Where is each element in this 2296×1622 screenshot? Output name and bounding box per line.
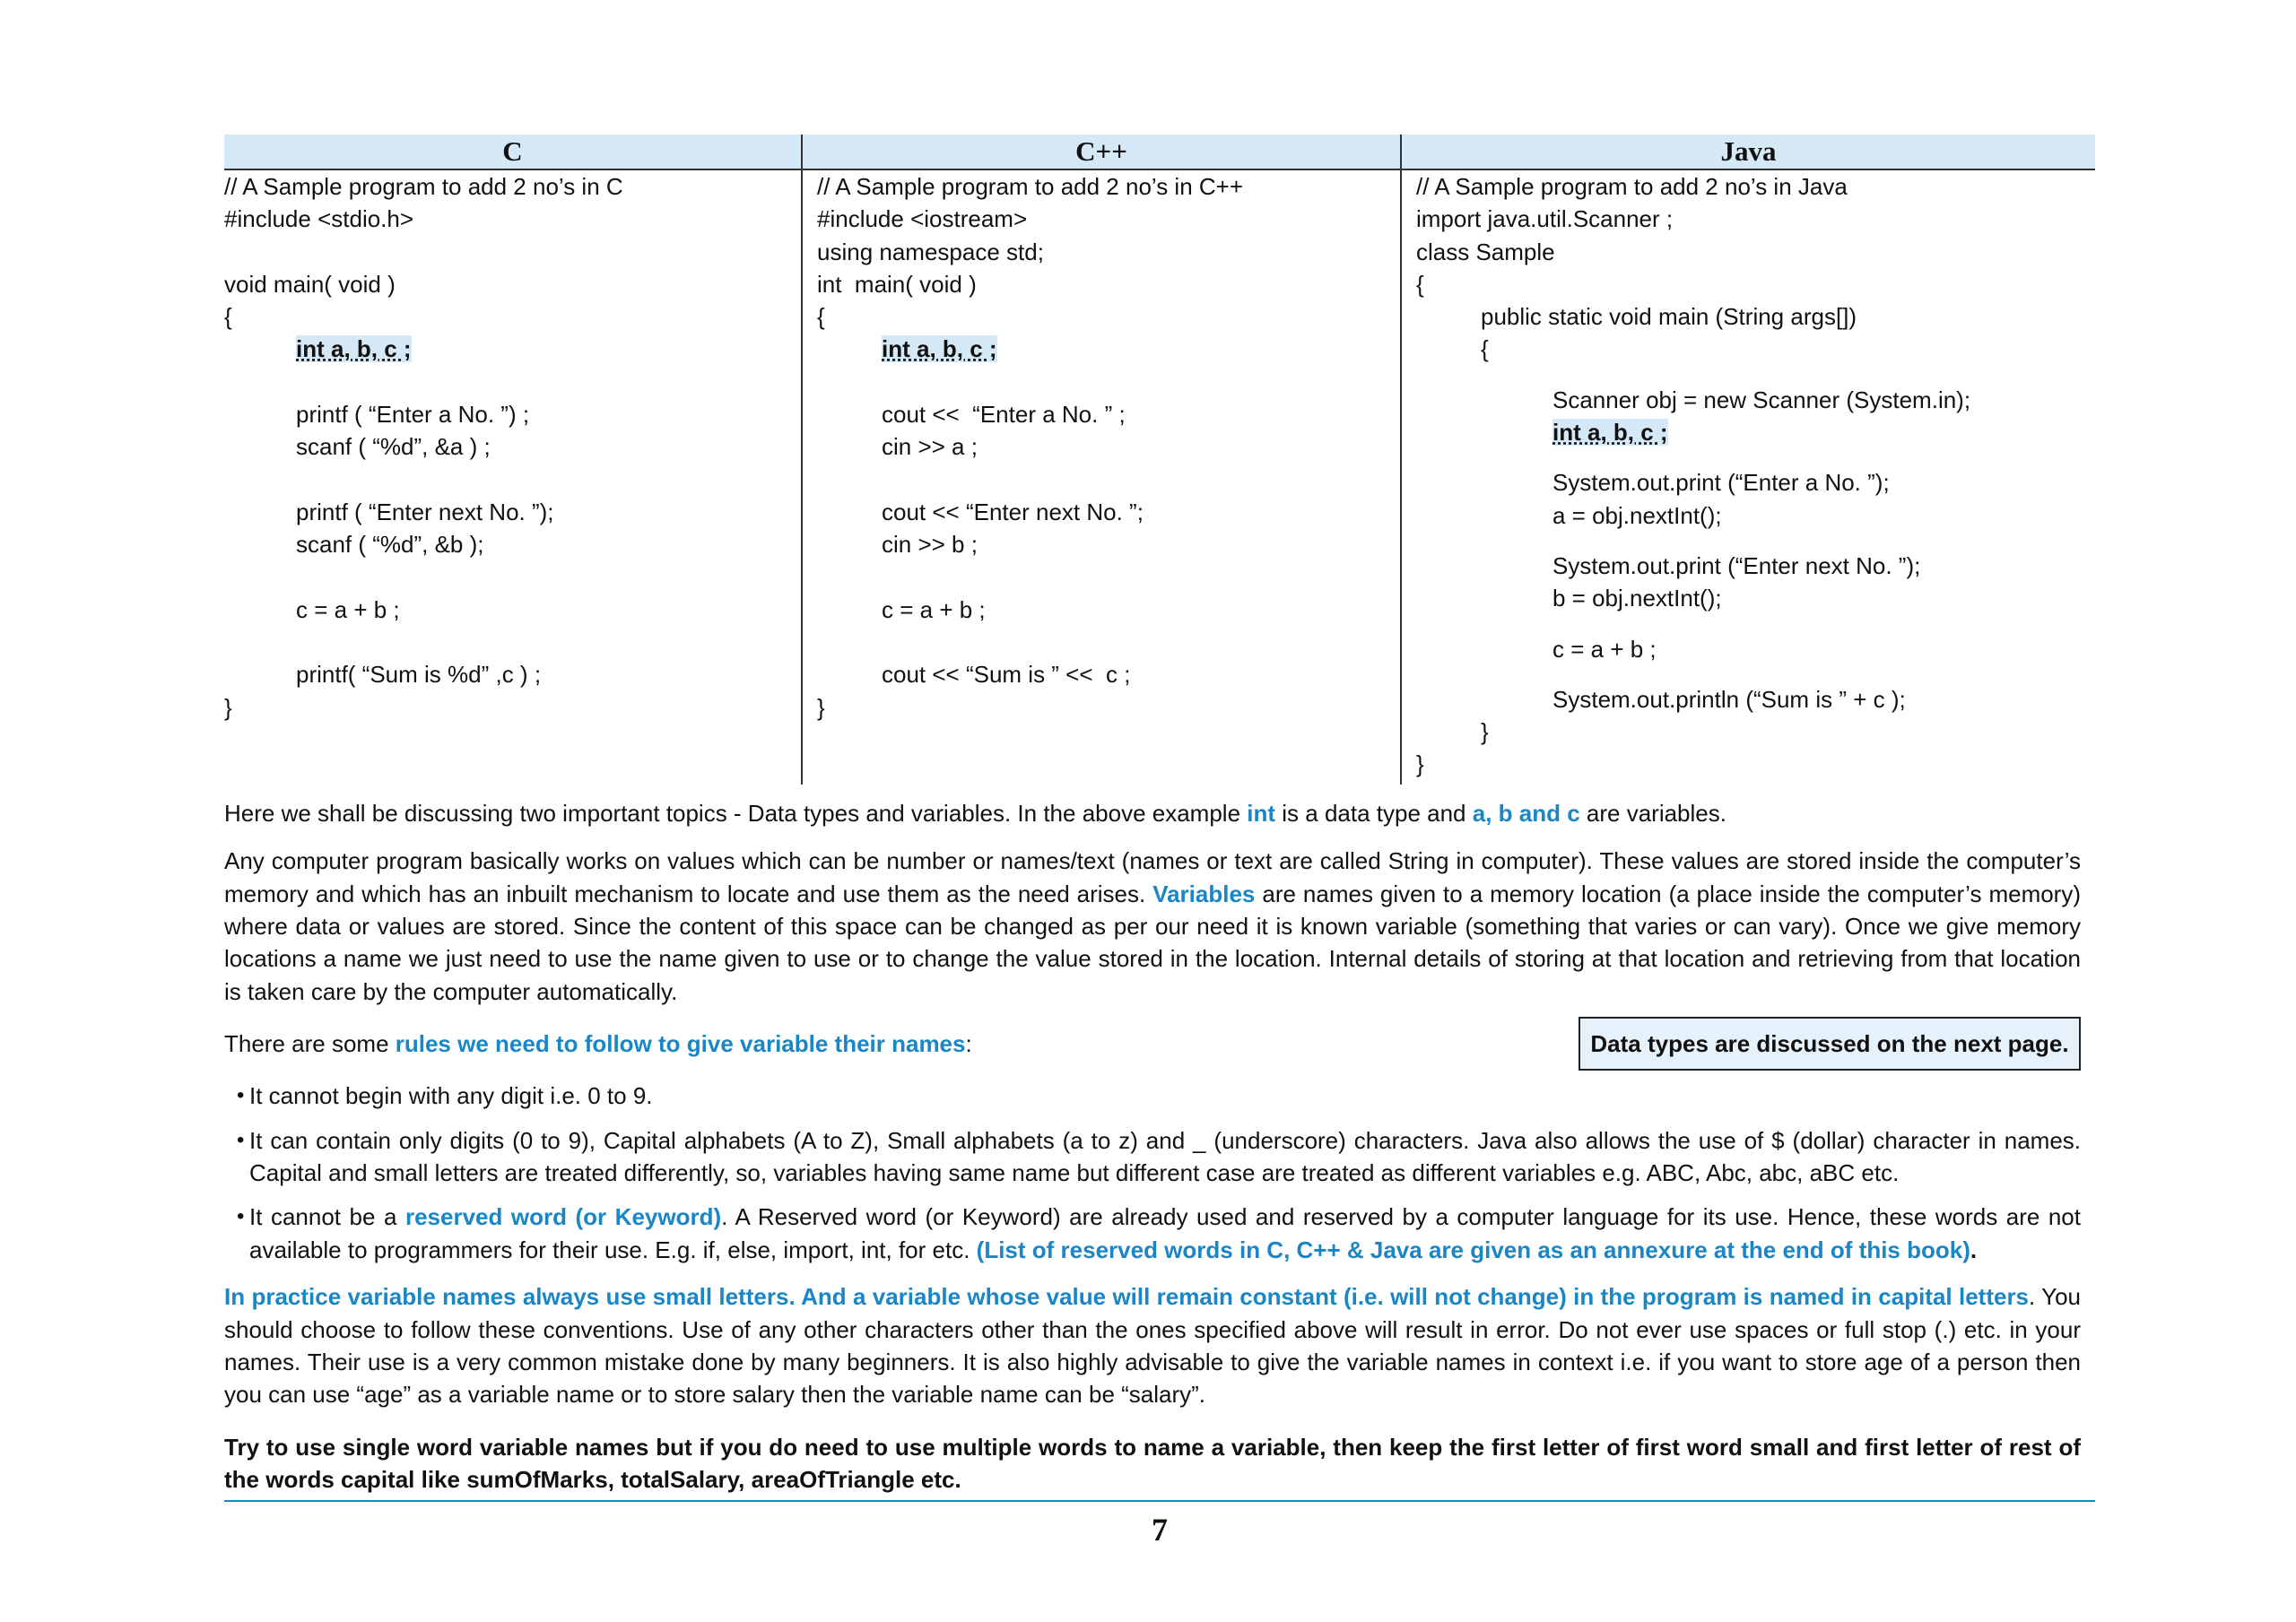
highlighted-declaration: int a, b, c ; bbox=[882, 335, 997, 363]
code-line: } bbox=[1481, 718, 1489, 746]
code-line: // A Sample program to add 2 no’s in C++ bbox=[817, 173, 1244, 200]
c-code-column bbox=[224, 169, 802, 785]
bullet-icon: • bbox=[237, 1083, 245, 1108]
code-line: printf( “Sum is %d” ,c ) ; bbox=[296, 661, 542, 689]
code-line: #include <iostream> bbox=[817, 205, 1028, 233]
code-line: int main( void ) bbox=[817, 270, 977, 298]
list-item: • It cannot begin with any digit i.e. 0 to 9. bbox=[224, 1080, 2095, 1112]
header-cpp: C++ bbox=[802, 134, 1401, 169]
code-line: class Sample bbox=[1416, 238, 1555, 265]
code-line: System.out.print (“Enter a No. ”); bbox=[1552, 469, 1890, 497]
code-line: cout << “Enter a No. ” ; bbox=[882, 401, 1126, 429]
code-line: { bbox=[817, 303, 825, 331]
variables-paragraph: Any computer program basically works on values which can be number or names/text (names or text are called String in computer). These values are stored inside the computer’s memory and which has an inbuilt mechanism to locate and use them as the need arises. Variables are names given to a memory location (a place inside the computer’s memory) where data or values are stored. Since the content of this space can be changed as per our need it is known variable (something that varies or can vary). Once we give memory locations a name we just need to use the name given to use or to change the value stored in the location. Internal details of storing at that location and retrieving from that location is taken care by the computer automatically. bbox=[224, 847, 2082, 1005]
code-line: } bbox=[1416, 750, 1424, 778]
code-line: c = a + b ; bbox=[882, 595, 986, 623]
rules-intro bbox=[224, 1017, 2095, 1072]
cpp-code-column bbox=[802, 169, 1401, 785]
code-line: c = a + b ; bbox=[1552, 635, 1657, 663]
code-line: { bbox=[1416, 270, 1424, 298]
highlighted-declaration: int a, b, c ; bbox=[1552, 419, 1668, 447]
intro-paragraph: Here we shall be discussing two important topics - Data types and variables. In the above example int is a data type and a, b and c are variables. bbox=[224, 799, 1726, 827]
list-item: • It cannot be a reserved word (or Keyword). A Reserved word (or Keyword) are already used and reserved by a computer language for its use. Hence, these words are not available to programmers for their use. E.g. if, else, import, int, for etc. (List of reserved words in C, C++ & Java are given as an annexure at the end of this book). bbox=[224, 1201, 2095, 1266]
code-line: cin >> b ; bbox=[882, 531, 978, 559]
code-line: Scanner obj = new Scanner (System.in); bbox=[1552, 386, 1971, 413]
code-line: printf ( “Enter a No. ”) ; bbox=[296, 401, 530, 429]
code-line: public static void main (String args[]) bbox=[1481, 303, 1857, 331]
code-line: void main( void ) bbox=[224, 270, 396, 298]
code-line: System.out.println (“Sum is ” + c ); bbox=[1552, 685, 1906, 713]
code-line: { bbox=[1481, 335, 1489, 363]
code-line: import java.util.Scanner ; bbox=[1416, 205, 1674, 233]
code-line: System.out.print (“Enter next No. ”); bbox=[1552, 551, 1921, 579]
code-line: cout << “Sum is ” << c ; bbox=[882, 661, 1131, 689]
code-line: { bbox=[224, 303, 232, 331]
code-line: cout << “Enter next No. ”; bbox=[882, 498, 1144, 525]
list-item: • It can contain only digits (0 to 9), Capital alphabets (A to Z), Small alphabets (a to z) and _ (underscore) characters. Java also allows the use of $ (dollar) character in names. Capital and small letters are treated differently, so, variables having same name but different case are treated as different variables e.g. ABC, Abc, abc, aBC etc. bbox=[224, 1124, 2095, 1190]
header-java: Java bbox=[1401, 134, 2095, 169]
code-comparison-table bbox=[224, 134, 2095, 785]
naming-rules-list bbox=[224, 1080, 2095, 1266]
code-line: cin >> a ; bbox=[882, 433, 978, 461]
footer-divider bbox=[224, 1500, 2095, 1502]
code-line: using namespace std; bbox=[817, 238, 1044, 265]
bullet-icon: • bbox=[237, 1127, 245, 1152]
code-line: scanf ( “%d”, &b ); bbox=[296, 531, 484, 559]
code-line: scanf ( “%d”, &a ) ; bbox=[296, 433, 491, 461]
camel-case-note: Try to use single word variable names but if you do need to use multiple words to name a variable, then keep the first letter of first word small and first letter of rest of the words capital like sumOfMarks, totalSalary, areaOfTriangle etc. bbox=[224, 1433, 2081, 1494]
code-line: } bbox=[817, 693, 825, 721]
code-line: b = obj.nextInt(); bbox=[1552, 585, 1722, 612]
code-line: // A Sample program to add 2 no’s in C bbox=[224, 173, 623, 200]
conventions-paragraph: In practice variable names always use small letters. And a variable whose value will remain constant (i.e. will not change) in the program is named in capital letters. You should choose to follow these conventions. Use of any other characters other than the ones specified above will result in error. Do not ever use spaces or full stop (.) etc. in your names. Their use is a very common mistake done by many beginners. It is also highly advisable to give the variable names in context i.e. if you want to store age of a person then you can use “age” as a variable name or to store salary then the variable name can be “salary”. bbox=[224, 1283, 2081, 1409]
next-page-callout: Data types are discussed on the next page. bbox=[1578, 1017, 2081, 1071]
header-c: C bbox=[224, 134, 802, 169]
java-code-column bbox=[1401, 169, 2095, 785]
code-line: } bbox=[224, 693, 232, 721]
code-line: printf ( “Enter next No. ”); bbox=[296, 498, 554, 525]
bullet-icon: • bbox=[237, 1204, 245, 1229]
code-line: a = obj.nextInt(); bbox=[1552, 501, 1722, 529]
highlighted-declaration: int a, b, c ; bbox=[296, 335, 412, 363]
rules-intro-text: There are some rules we need to follow to give variable their names: bbox=[224, 1030, 972, 1058]
page bbox=[224, 134, 2095, 1548]
code-line: c = a + b ; bbox=[296, 595, 400, 623]
code-line: #include <stdio.h> bbox=[224, 205, 414, 233]
page-number: 7 bbox=[1152, 1511, 1168, 1548]
code-line: // A Sample program to add 2 no’s in Java bbox=[1416, 173, 1848, 200]
